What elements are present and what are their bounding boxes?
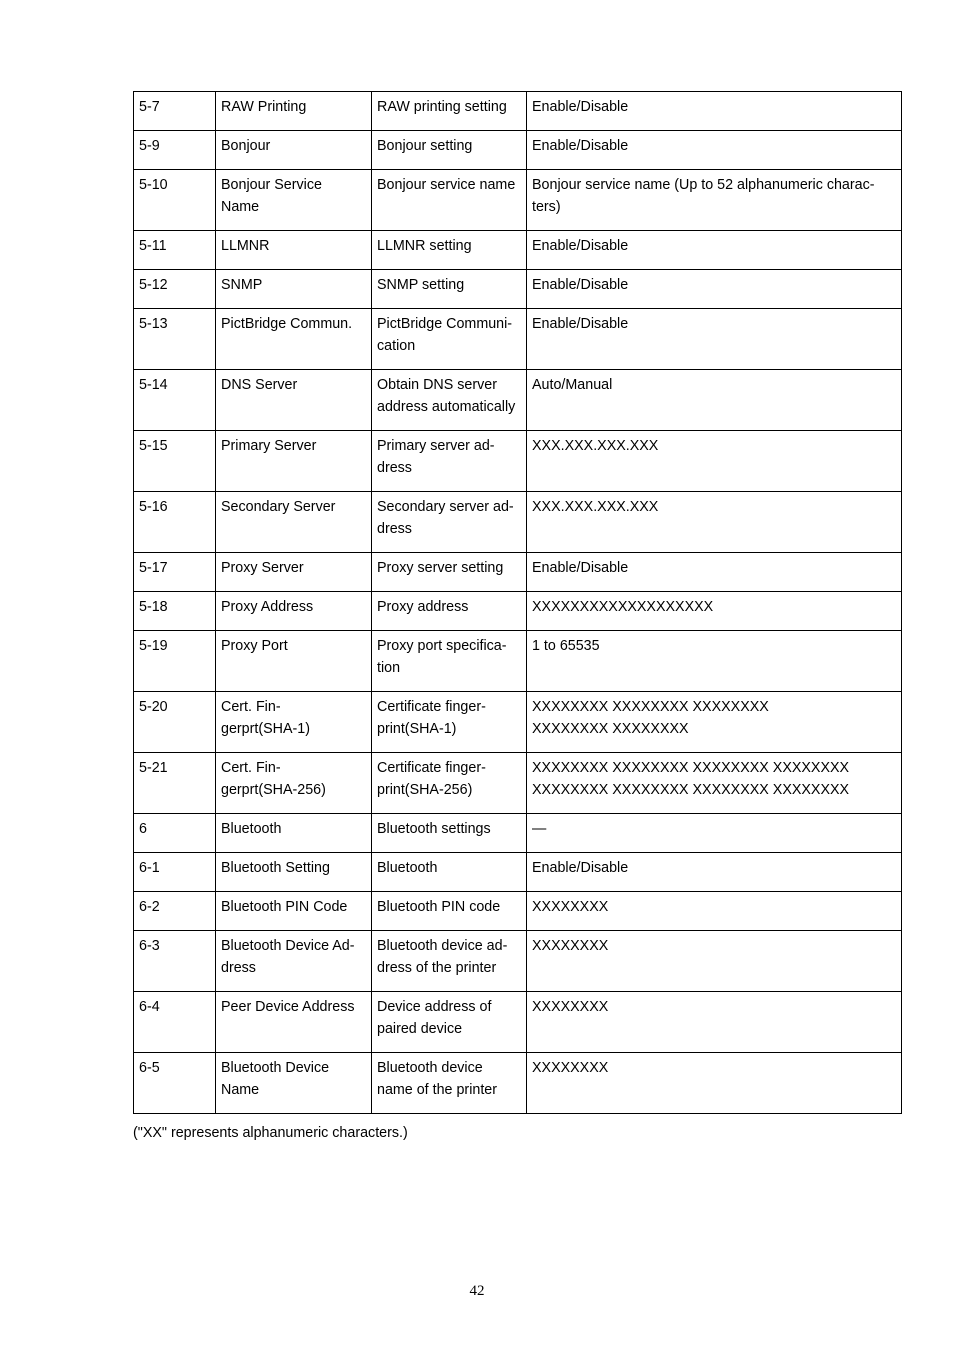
cell-text: Enable/Disable: [532, 138, 629, 154]
cell-text: SNMP: [221, 277, 263, 293]
item-number-cell: [134, 853, 216, 892]
table-row: [134, 92, 902, 131]
item-name-cell: [216, 853, 372, 892]
item-number-cell: [134, 992, 216, 1053]
cell-text: Enable/Disable: [532, 316, 629, 332]
cell-text: 1 to 65535: [532, 638, 600, 654]
cell-text: XXXXXXXX: [532, 999, 609, 1015]
cell-text: 6-2: [139, 899, 160, 915]
item-value-cell: [527, 131, 902, 170]
item-value-cell: [527, 853, 902, 892]
cell-text: Proxy address: [377, 599, 469, 615]
cell-text: Proxy Address: [221, 599, 314, 615]
cell-text: Secondary server ad- dress: [377, 499, 514, 537]
item-name-cell: [216, 270, 372, 309]
cell-text: 5-16: [139, 499, 168, 515]
item-description-cell: [372, 131, 527, 170]
item-description-cell: [372, 553, 527, 592]
cell-text: Bluetooth Setting: [221, 860, 330, 876]
item-number-cell: [134, 553, 216, 592]
cell-text: 5-14: [139, 377, 168, 393]
cell-text: Bluetooth PIN Code: [221, 899, 348, 915]
cell-text: XXX.XXX.XXX.XXX: [532, 438, 659, 454]
item-name-cell: [216, 892, 372, 931]
table-row: [134, 431, 902, 492]
item-value-cell: [527, 592, 902, 631]
item-value-cell: [527, 370, 902, 431]
table-row: [134, 931, 902, 992]
table-row: [134, 231, 902, 270]
item-description-cell: [372, 753, 527, 814]
cell-text: Bonjour service name: [377, 177, 516, 193]
cell-text: 5-18: [139, 599, 168, 615]
item-value-cell: [527, 431, 902, 492]
item-description-cell: [372, 892, 527, 931]
item-value-cell: [527, 692, 902, 753]
cell-text: Bonjour: [221, 138, 271, 154]
item-number-cell: [134, 753, 216, 814]
item-name-cell: [216, 431, 372, 492]
cell-text: XXXXXXXX XXXXXXXX XXXXXXXX XXXXXXXX XXXXXXXX XXXXXXXX XXXXXXXX XXXXXXXX: [532, 760, 850, 798]
cell-text: 6-5: [139, 1060, 160, 1076]
table-row: [134, 753, 902, 814]
cell-text: Enable/Disable: [532, 277, 629, 293]
item-number-cell: [134, 170, 216, 231]
item-description-cell: [372, 814, 527, 853]
table-row: [134, 592, 902, 631]
item-name-cell: [216, 370, 372, 431]
item-name-cell: [216, 692, 372, 753]
item-value-cell: [527, 753, 902, 814]
cell-text: Primary server ad- dress: [377, 438, 495, 476]
cell-text: 5-7: [139, 99, 160, 115]
cell-text: Bluetooth settings: [377, 821, 491, 837]
cell-text: 5-10: [139, 177, 168, 193]
table-row: [134, 631, 902, 692]
cell-text: Enable/Disable: [532, 238, 629, 254]
cell-text: 5-17: [139, 560, 168, 576]
cell-text: XXXXXXXX: [532, 938, 609, 954]
cell-text: 5-15: [139, 438, 168, 454]
cell-text: Enable/Disable: [532, 860, 629, 876]
item-value-cell: [527, 309, 902, 370]
cell-text: LLMNR: [221, 238, 270, 254]
page-number: 42: [469, 1283, 485, 1299]
cell-text: 5-19: [139, 638, 168, 654]
item-value-cell: [527, 992, 902, 1053]
cell-text: Primary Server: [221, 438, 317, 454]
item-number-cell: [134, 231, 216, 270]
cell-text: XXXXXXXX: [532, 1060, 609, 1076]
cell-text: Proxy Server: [221, 560, 304, 576]
item-value-cell: [527, 170, 902, 231]
cell-text: RAW Printing: [221, 99, 307, 115]
cell-text: Obtain DNS server address automatically: [377, 377, 516, 415]
item-description-cell: [372, 370, 527, 431]
item-name-cell: [216, 131, 372, 170]
cell-text: Bluetooth: [377, 860, 438, 876]
cell-text: DNS Server: [221, 377, 298, 393]
item-name-cell: [216, 631, 372, 692]
item-description-cell: [372, 170, 527, 231]
table-row: [134, 492, 902, 553]
cell-text: 5-9: [139, 138, 160, 154]
cell-text: 5-13: [139, 316, 168, 332]
cell-text: Bluetooth device name of the printer: [377, 1060, 498, 1098]
cell-text: 6-3: [139, 938, 160, 954]
table-row: [134, 992, 902, 1053]
cell-text: Enable/Disable: [532, 560, 629, 576]
item-value-cell: [527, 1053, 902, 1114]
cell-text: PictBridge Communi- cation: [377, 316, 513, 354]
cell-text: —: [532, 821, 547, 837]
item-value-cell: [527, 814, 902, 853]
item-number-cell: [134, 592, 216, 631]
item-name-cell: [216, 492, 372, 553]
item-description-cell: [372, 492, 527, 553]
cell-text: Certificate finger- print(SHA-256): [377, 760, 486, 798]
cell-text: Bonjour setting: [377, 138, 473, 154]
item-number-cell: [134, 270, 216, 309]
item-name-cell: [216, 814, 372, 853]
item-value-cell: [527, 892, 902, 931]
cell-text: Auto/Manual: [532, 377, 613, 393]
item-name-cell: [216, 231, 372, 270]
item-value-cell: [527, 92, 902, 131]
item-number-cell: [134, 370, 216, 431]
settings-table-body: [134, 92, 902, 1114]
table-row: [134, 1053, 902, 1114]
cell-text: 5-11: [139, 238, 167, 254]
cell-text: Secondary Server: [221, 499, 336, 515]
table-row: [134, 814, 902, 853]
item-number-cell: [134, 92, 216, 131]
item-value-cell: [527, 492, 902, 553]
cell-text: Bluetooth Device Name: [221, 1060, 330, 1098]
item-number-cell: [134, 892, 216, 931]
table-row: [134, 853, 902, 892]
item-description-cell: [372, 931, 527, 992]
table-row: [134, 309, 902, 370]
item-name-cell: [216, 553, 372, 592]
item-number-cell: [134, 692, 216, 753]
item-value-cell: [527, 631, 902, 692]
item-number-cell: [134, 431, 216, 492]
cell-text: Cert. Fin- gerprt(SHA-1): [221, 699, 310, 737]
cell-text: Peer Device Address: [221, 999, 355, 1015]
item-description-cell: [372, 631, 527, 692]
cell-text: Proxy port specifica- tion: [377, 638, 507, 676]
item-number-cell: [134, 131, 216, 170]
cell-text: Bluetooth PIN code: [377, 899, 501, 915]
item-name-cell: [216, 1053, 372, 1114]
cell-text: LLMNR setting: [377, 238, 472, 254]
item-number-cell: [134, 631, 216, 692]
item-name-cell: [216, 170, 372, 231]
table-row: [134, 553, 902, 592]
table-row: [134, 692, 902, 753]
cell-text: Bonjour service name (Up to 52 alphanumeric charac- ters): [532, 177, 875, 215]
item-description-cell: [372, 431, 527, 492]
table-row: [134, 892, 902, 931]
item-value-cell: [527, 553, 902, 592]
item-description-cell: [372, 692, 527, 753]
cell-text: Enable/Disable: [532, 99, 629, 115]
item-value-cell: [527, 270, 902, 309]
cell-text: Bluetooth Device Ad- dress: [221, 938, 355, 976]
item-number-cell: [134, 1053, 216, 1114]
settings-table: [133, 91, 902, 1114]
cell-text: XXX.XXX.XXX.XXX: [532, 499, 659, 515]
cell-text: 6-1: [139, 860, 160, 876]
footnote: ("XX" represents alphanumeric characters.): [133, 1125, 408, 1141]
item-description-cell: [372, 1053, 527, 1114]
item-description-cell: [372, 309, 527, 370]
item-description-cell: [372, 270, 527, 309]
item-description-cell: [372, 992, 527, 1053]
cell-text: Proxy server setting: [377, 560, 504, 576]
cell-text: Device address of paired device: [377, 999, 492, 1037]
cell-text: XXXXXXXX: [532, 899, 609, 915]
cell-text: PictBridge Commun.: [221, 316, 353, 332]
cell-text: Bonjour Service Name: [221, 177, 322, 215]
item-name-cell: [216, 309, 372, 370]
cell-text: Bluetooth device ad- dress of the printer: [377, 938, 508, 976]
cell-text: 6-4: [139, 999, 160, 1015]
cell-text: 5-21: [139, 760, 168, 776]
item-description-cell: [372, 231, 527, 270]
item-value-cell: [527, 231, 902, 270]
item-description-cell: [372, 592, 527, 631]
table-row: [134, 170, 902, 231]
table-row: [134, 370, 902, 431]
cell-text: XXXXXXXXXXXXXXXXXXX: [532, 599, 714, 615]
item-name-cell: [216, 992, 372, 1053]
table-row: [134, 131, 902, 170]
item-number-cell: [134, 309, 216, 370]
item-name-cell: [216, 92, 372, 131]
cell-text: Cert. Fin- gerprt(SHA-256): [221, 760, 326, 798]
item-number-cell: [134, 492, 216, 553]
cell-text: Bluetooth: [221, 821, 282, 837]
item-name-cell: [216, 753, 372, 814]
item-description-cell: [372, 92, 527, 131]
item-value-cell: [527, 931, 902, 992]
item-number-cell: [134, 931, 216, 992]
cell-text: 6: [139, 821, 147, 837]
item-number-cell: [134, 814, 216, 853]
cell-text: Proxy Port: [221, 638, 288, 654]
table-row: [134, 270, 902, 309]
cell-text: 5-20: [139, 699, 168, 715]
item-description-cell: [372, 853, 527, 892]
cell-text: XXXXXXXX XXXXXXXX XXXXXXXX XXXXXXXX XXXXXXXX: [532, 699, 769, 737]
cell-text: 5-12: [139, 277, 168, 293]
cell-text: RAW printing setting: [377, 99, 507, 115]
cell-text: SNMP setting: [377, 277, 465, 293]
cell-text: Certificate finger- print(SHA-1): [377, 699, 486, 737]
item-name-cell: [216, 931, 372, 992]
item-name-cell: [216, 592, 372, 631]
